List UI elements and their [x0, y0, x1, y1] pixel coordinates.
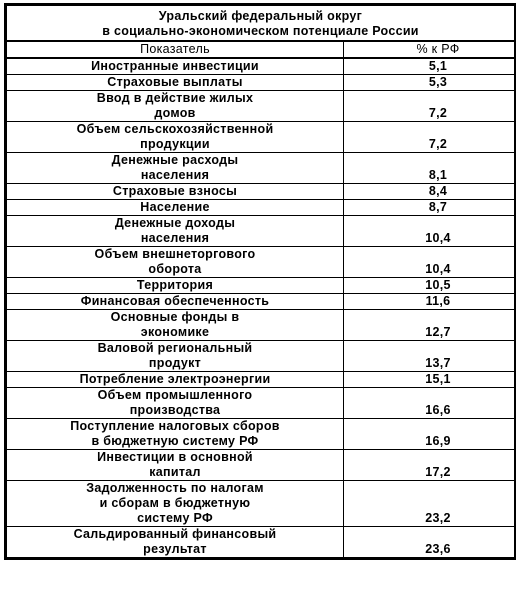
table-header-row: [7, 41, 515, 58]
row-percent: 7,2: [344, 91, 515, 122]
row-indicator: Объем сельскохозяйственной продукции: [7, 122, 344, 153]
row-percent: 10,4: [344, 216, 515, 247]
row-indicator: Денежные доходы населения: [7, 216, 344, 247]
table-row: [7, 310, 515, 341]
row-percent: 12,7: [344, 310, 515, 341]
table-row: [7, 481, 515, 527]
row-indicator: Потребление электроэнергии: [7, 372, 344, 388]
table-title: [7, 6, 515, 42]
table-row: [7, 216, 515, 247]
row-indicator: Объем промышленного производства: [7, 388, 344, 419]
table-row: [7, 122, 515, 153]
header-percent: % к РФ: [344, 41, 515, 58]
table-row: [7, 184, 515, 200]
row-indicator: Объем внешнеторгового оборота: [7, 247, 344, 278]
table-row: [7, 419, 515, 450]
row-percent: 5,3: [344, 75, 515, 91]
title-line-2: в социально-экономическом потенциале России: [102, 23, 419, 38]
title-line-1: Уральский федеральный округ: [158, 8, 363, 23]
row-percent: 23,6: [344, 527, 515, 558]
row-percent: 10,4: [344, 247, 515, 278]
row-indicator: Основные фонды в экономике: [7, 310, 344, 341]
row-indicator: Денежные расходы населения: [7, 153, 344, 184]
table-row: [7, 58, 515, 75]
data-table: [6, 5, 515, 558]
table-row: [7, 200, 515, 216]
row-percent: 15,1: [344, 372, 515, 388]
table-row: [7, 278, 515, 294]
table-title-row: [7, 6, 515, 42]
row-indicator: Поступление налоговых сборов в бюджетную систему РФ: [7, 419, 344, 450]
row-indicator: Население: [7, 200, 344, 216]
row-percent: 16,9: [344, 419, 515, 450]
table-row: [7, 75, 515, 91]
row-indicator: Ввод в действие жилых домов: [7, 91, 344, 122]
table-row: [7, 341, 515, 372]
row-percent: 5,1: [344, 58, 515, 75]
row-percent: 8,7: [344, 200, 515, 216]
row-percent: 8,1: [344, 153, 515, 184]
row-percent: 10,5: [344, 278, 515, 294]
row-indicator: Инвестиции в основной капитал: [7, 450, 344, 481]
table-row: [7, 294, 515, 310]
table-row: [7, 527, 515, 558]
row-indicator: Финансовая обеспеченность: [7, 294, 344, 310]
table-row: [7, 388, 515, 419]
row-indicator: Сальдированный финансовый результат: [7, 527, 344, 558]
row-indicator: Задолженность по налогам и сборам в бюджетную систему РФ: [7, 481, 344, 527]
data-table-sheet: [4, 3, 516, 560]
row-indicator: Территория: [7, 278, 344, 294]
row-percent: 23,2: [344, 481, 515, 527]
table-row: [7, 450, 515, 481]
header-indicator: Показатель: [7, 41, 344, 58]
row-percent: 13,7: [344, 341, 515, 372]
row-percent: 7,2: [344, 122, 515, 153]
row-indicator: Страховые выплаты: [7, 75, 344, 91]
row-indicator: Валовой региональный продукт: [7, 341, 344, 372]
table-row: [7, 247, 515, 278]
table-row: [7, 153, 515, 184]
row-percent: 8,4: [344, 184, 515, 200]
row-percent: 17,2: [344, 450, 515, 481]
table-row: [7, 91, 515, 122]
row-indicator: Страховые взносы: [7, 184, 344, 200]
row-percent: 16,6: [344, 388, 515, 419]
row-indicator: Иностранные инвестиции: [7, 58, 344, 75]
table-row: [7, 372, 515, 388]
row-percent: 11,6: [344, 294, 515, 310]
